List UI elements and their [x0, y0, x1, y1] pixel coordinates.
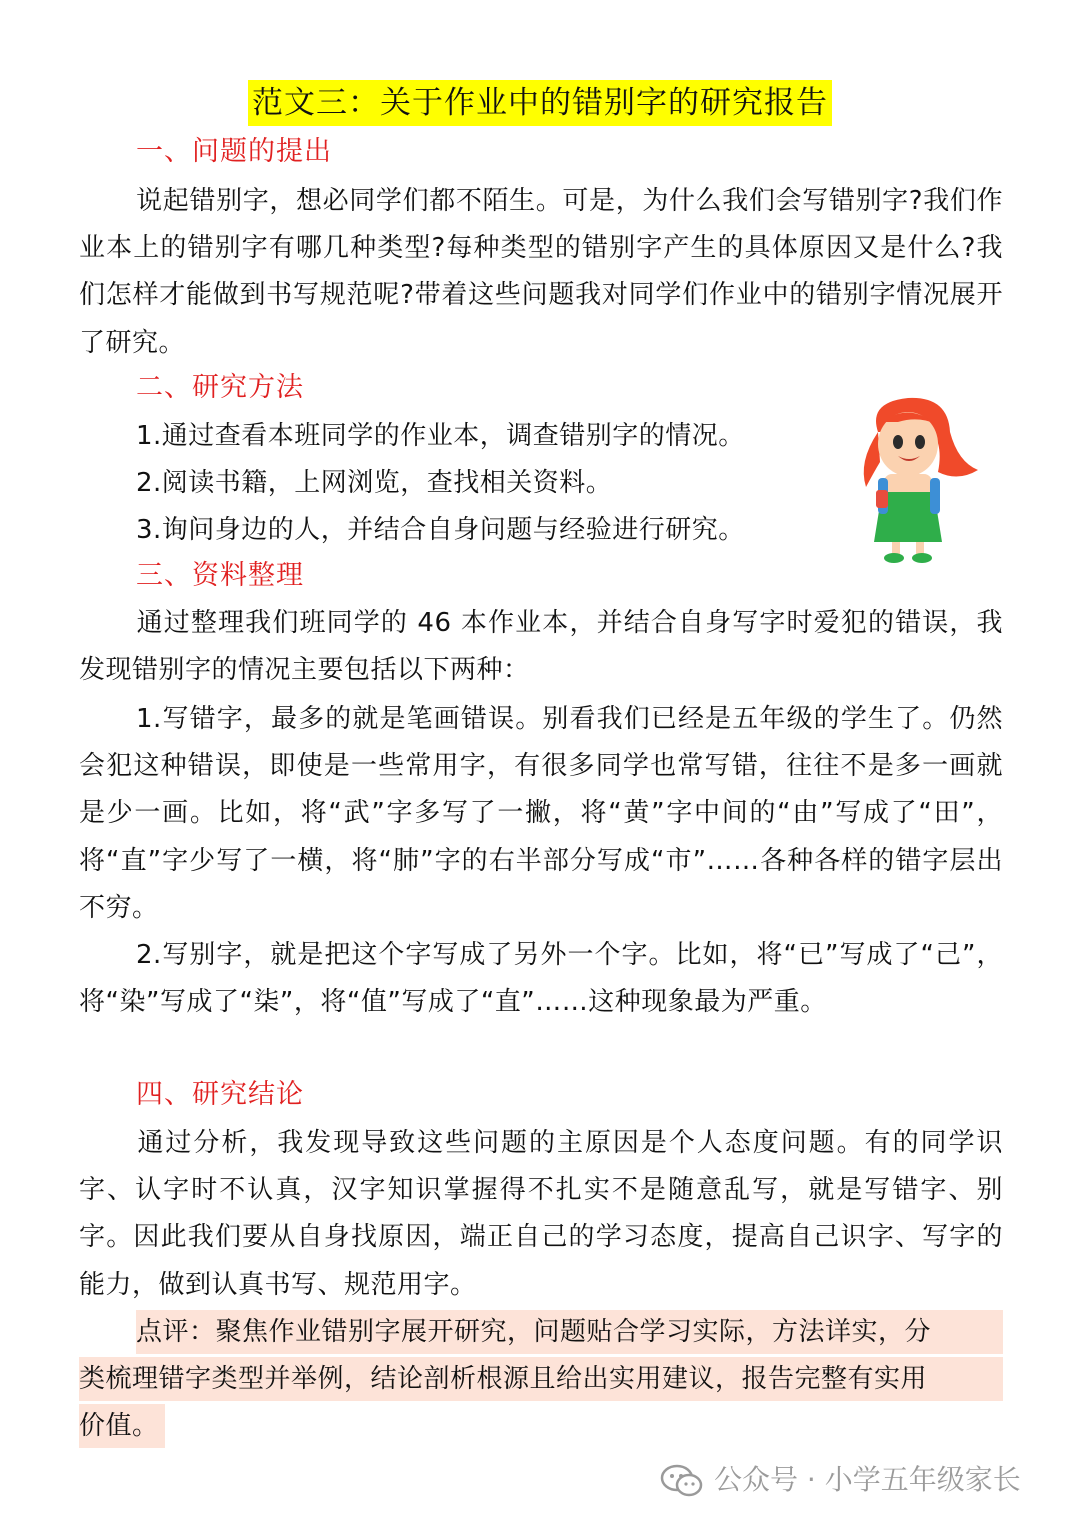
paragraph-conclusion-text: 通过分析，我发现导致这些问题的主原因是个人态度问题。有的同学识字、认字时不认真，汉字知识掌握得不扎实不是随意乱写，就是写错字、别字。因此我们要从自身找原因，端正自己的学习态度，提高自己识字、写字的能力，做到认真书写、规范用字。	[79, 1128, 1003, 1300]
wechat-icon	[660, 1464, 704, 1498]
paragraph-data-intro-text: 通过整理我们班同学的 46 本作业本，并结合自身写字时爱犯的错误，我发现错别字的情况主要包括以下两种：	[79, 608, 1003, 686]
method-item-2: 2.阅读书籍，上网浏览，查找相关资料。	[136, 468, 613, 498]
heading-method: 二、研究方法	[136, 372, 304, 403]
heading-conclusion: 四、研究结论	[136, 1079, 304, 1110]
method-item-1: 1.通过查看本班同学的作业本，调查错别字的情况。	[136, 421, 745, 451]
method-item-3: 3.询问身边的人，并结合自身问题与经验进行研究。	[136, 515, 745, 545]
paragraph-problem-text: 说起错别字，想必同学们都不陌生。可是，为什么我们会写错别字?我们作业本上的错别字有哪几种类型?每种类型的错别字产生的具体原因又是什么?我们怎样才能做到书写规范呢?带着这些问题我对同学们作业中的错别字情况展开了研究。	[79, 186, 1003, 358]
footer-text: 公众号 · 小学五年级家长	[714, 1463, 1021, 1496]
paragraph-point-2-text: 2.写别字，就是把这个字写成了另外一个字。比如，将“已”写成了“己”，将“染”写成了“柒”，将“值”写成了“直”……这种现象最为严重。	[79, 940, 1003, 1018]
paragraph-point-1	[79, 696, 1003, 932]
comment-line-1: 点评：聚焦作业错别字展开研究，问题贴合学习实际，方法详实，分	[136, 1310, 1003, 1354]
paragraph-data-intro	[79, 600, 1003, 694]
comment-line-3: 价值。	[79, 1404, 165, 1448]
title-container	[0, 80, 1080, 126]
paragraph-conclusion	[79, 1120, 1003, 1309]
girl-illustration	[838, 392, 988, 564]
paragraph-point-2	[79, 932, 1003, 1026]
heading-problem: 一、问题的提出	[136, 136, 332, 167]
paragraph-problem	[79, 178, 1003, 367]
footer-watermark	[660, 1460, 1021, 1500]
comment-line-2: 类梳理错字类型并举例，结论剖析根源且给出实用建议，报告完整有实用	[79, 1357, 1003, 1401]
page-title: 范文三：关于作业中的错别字的研究报告	[248, 80, 832, 126]
paragraph-point-1-text: 1.写错字，最多的就是笔画错误。别看我们已经是五年级的学生了。仍然会犯这种错误，即使是一些常用字，有很多同学也常写错，往往不是多一画就是少一画。比如，将“武”字多写了一撇，将“黄”字中间的“由”写成了“田”，将“直”字少写了一横，将“肺”字的右半部分写成“市”……各种各样的错字层出不穷。	[79, 704, 1003, 923]
heading-data: 三、资料整理	[136, 560, 304, 591]
